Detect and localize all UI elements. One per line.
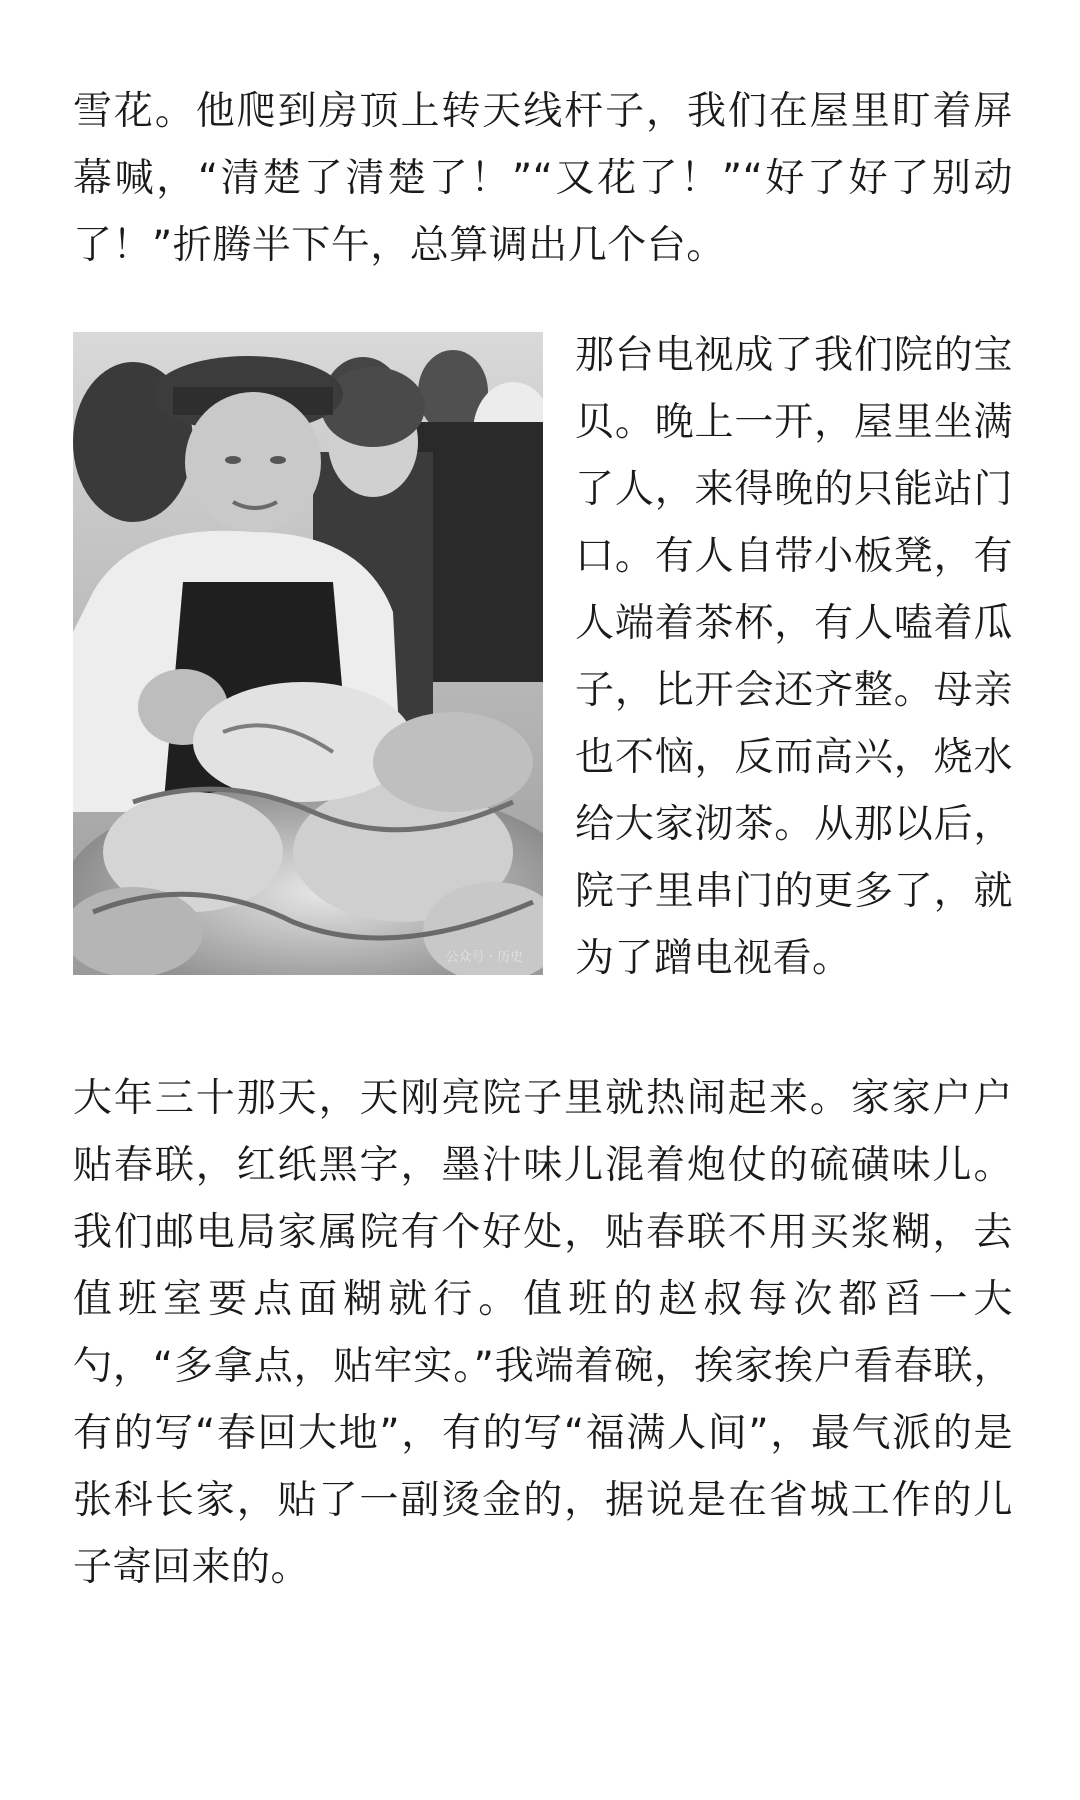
paragraph-2: 那台电视成了我们院的宝贝。晚上一开，屋里坐满了人，来得晚的只能站门口。有人自带小板凳，有人端着茶杯，有人嗑着瓜子，比开会还齐整。母亲也不恼，反而高兴，烧水给大家沏茶。从那以后，院子里串门的更多了，就为了蹭电视看。 [575,333,1013,981]
photo-icon [73,332,543,975]
market-photo [73,332,543,975]
paragraph-1: 雪花。他爬到房顶上转天线杆子，我们在屋里盯着屏幕喊，“清楚了清楚了！”“又花了！”“好了好了别动了！”折腾半下午，总算调出几个台。 [73,89,1013,268]
paragraph-3: 大年三十那天，天刚亮院子里就热闹起来。家家户户贴春联，红纸黑字，墨汁味儿混着炮仗的硫磺味儿。我们邮电局家属院有个好处，贴春联不用买浆糊，去值班室要点面糊就行。值班的赵叔每次都舀一大勺，“多拿点，贴牢实。”我端着碗，挨家挨户看春联，有的写“春回大地”，有的写“福满人间”，最气派的是张科长家，贴了一副烫金的，据说是在省城工作的儿子寄回来的。 [73,1076,1013,1590]
article-body [73,78,1013,1601]
photo-watermark: 公众号 · 历史 [445,950,523,965]
paragraph-2-block [73,322,1013,1022]
